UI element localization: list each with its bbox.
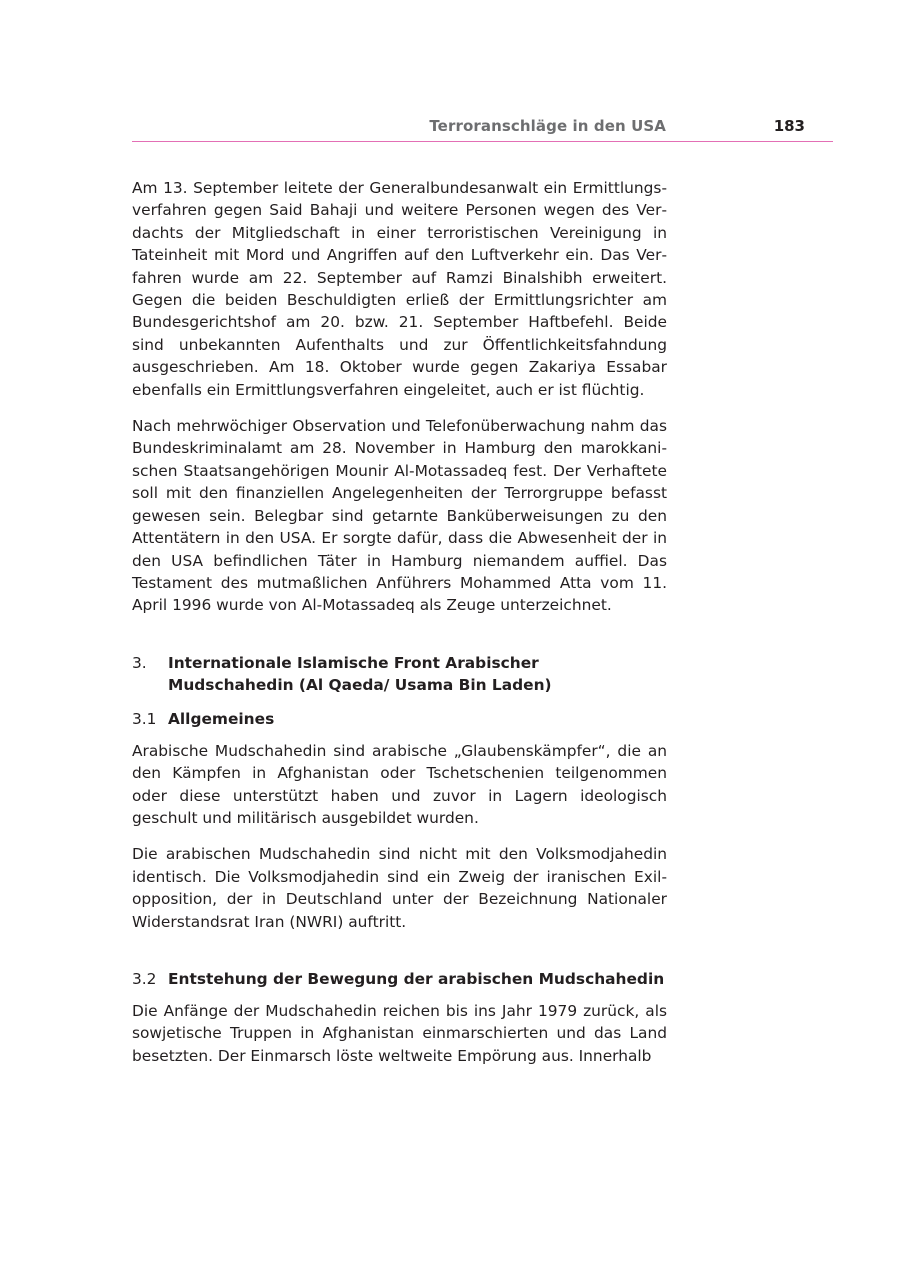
section-number: 3.1	[132, 709, 157, 728]
header-rule	[132, 141, 833, 142]
section-heading-3-2	[132, 968, 667, 990]
page-number: 183	[773, 117, 805, 135]
paragraph: Nach mehrwöchiger Observation und Telefonüberwachung nahm das Bundeskriminalamt am 28. November in Hamburg den marokkanischen Staatsangehörigen Mounir Al-Motassadeq fest. Der Verhaftete soll mit den finanziellen Angelegenheiten der Terrorgruppe befasst gewesen sein. Belegbar sind getarnte Banküberweisungen zu den Attentätern in den USA. Er sorgte dafür, dass die Abwesenheit der in den USA befindlichen Täter in Hamburg niemandem auffiel. Das Testament des mutmaßlichen Anführers Mohammed Atta vom 11. April 1996 wurde von Al-Motassadeq als Zeuge unterzeichnet.	[132, 417, 667, 615]
paragraph: Die arabischen Mudschahedin sind nicht mit den Volksmodjahedin identisch. Die Volksmodjahedin sind ein Zweig der iranischen Exilopposition, der in Deutschland unter der Bezeichnung Nationaler Widerstandsrat Iran (NWRI) auftritt.	[132, 845, 667, 931]
paragraph: Arabische Mudschahedin sind arabische „Glaubenskämpfer“, die an den Kämpfen in Afghanistan oder Tschetschenien teilgenommen oder diese unterstützt haben und zuvor in Lagern ideologisch geschult und militärisch ausgebildet wurden.	[132, 741, 667, 827]
section-title: Allgemeines	[168, 709, 275, 728]
section-number: 3.2	[132, 969, 157, 988]
paragraph: Die Anfänge der Mudschahedin reichen bis ins Jahr 1979 zurück, als sowjetische Truppen in Afghanistan einmarschierten und das Land besetzten. Der Einmarsch löste weltweite Empörung aus. Innerhalb	[132, 1001, 667, 1065]
running-title: Terroranschläge in den USA	[429, 117, 666, 135]
running-header	[132, 117, 833, 141]
paragraph: Am 13. September leitete der Generalbundesanwalt ein Ermittlungsverfahren gegen Said Bahaji und weitere Personen wegen des Verdachts der Mitgliedschaft in einer terroristischen Vereinigung in Tateinheit mit Mord und Angriffen auf den Luftverkehr ein. Das Verfahren wurde am 22. September auf Ramzi Binalshibh erweitert. Gegen die beiden Beschuldigten erließ der Ermittlungsrichter am Bundesgerichtshof am 20. bzw. 21. September Haftbefehl. Beide sind unbekannten Aufenthalts und zur Öffentlichkeitsfahndung ausgeschrieben. Am 18. Oktober wurde gegen Zakariya Essabar ebenfalls ein Ermittlungsverfahren eingeleitet, auch er ist flüchtig.	[132, 179, 667, 399]
section-title: Internationale Islamische Front Arabischer Mudschahedin (Al Qaeda/ Usama Bin Laden)	[168, 653, 552, 694]
section-heading-3	[132, 652, 667, 696]
section-heading-3-1	[132, 708, 667, 730]
section-title: Entstehung der Bewegung der arabischen Mudschahedin	[168, 969, 665, 988]
section-number: 3.	[132, 653, 147, 672]
page-body	[132, 177, 667, 1081]
